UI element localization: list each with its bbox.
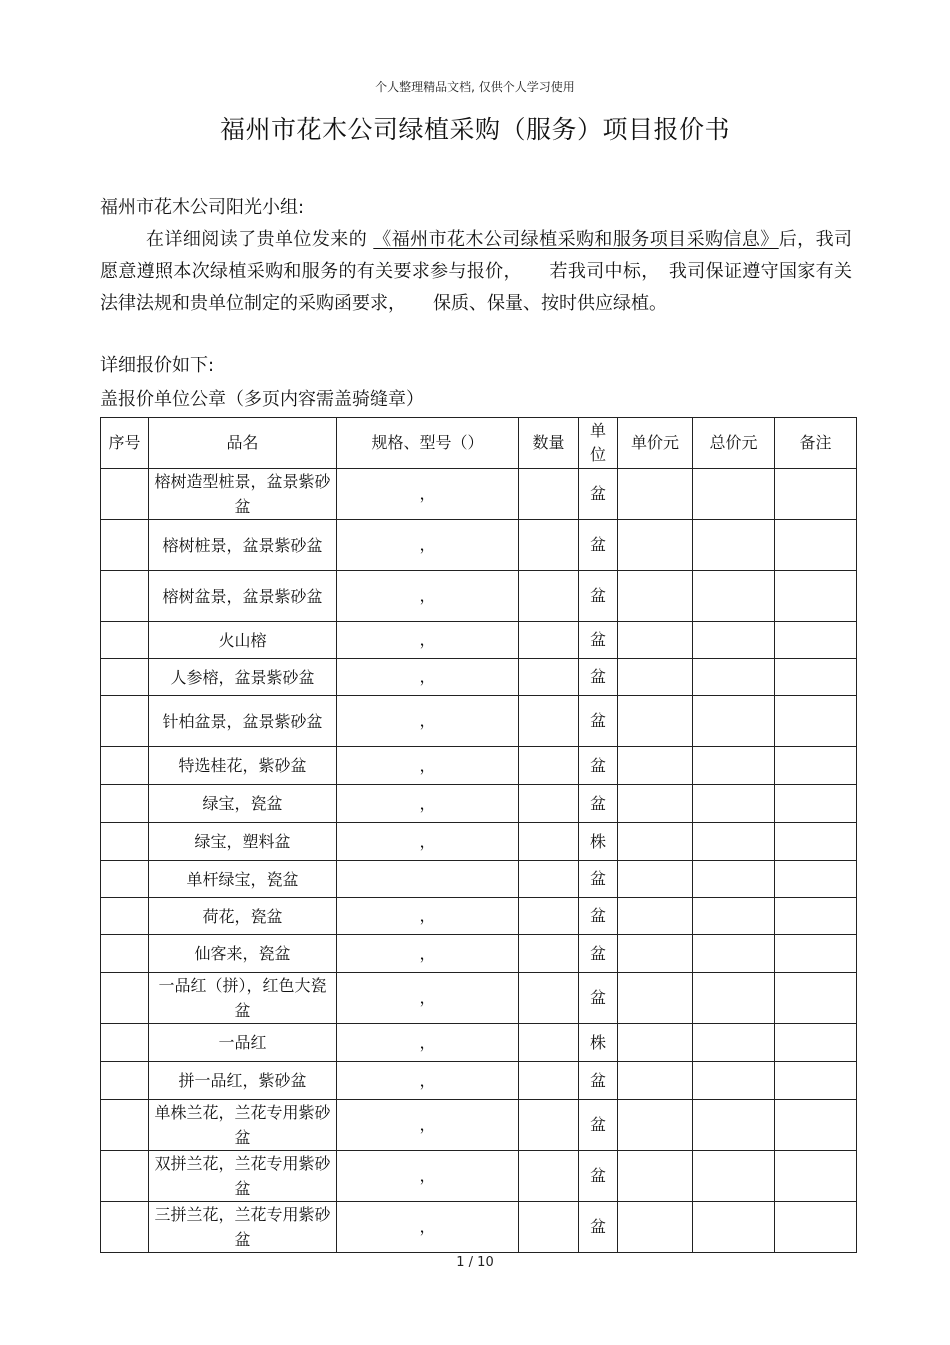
cell-total <box>693 1062 775 1100</box>
cell-total <box>693 696 775 747</box>
cell-unit-price <box>618 1151 693 1202</box>
intro-part2: 后，我司愿意遵照本次绿植采购和服务的有关要求参与报价， 若我司中标， 我司保证遵守国家有关法律法规和贵单位制定的采购函要求， 保质、保量、按时供应绿植。 <box>100 229 853 314</box>
cell-qty <box>519 1024 579 1062</box>
cell-name: 人参榕，盆景紫砂盆 <box>149 659 337 696</box>
cell-name: 火山榕 <box>149 622 337 659</box>
cell-name: 榕树造型桩景，盆景紫砂盆 <box>149 469 337 520</box>
cell-unit: 盆 <box>579 785 618 823</box>
table-header-row <box>101 418 857 469</box>
table-row <box>101 898 857 935</box>
cell-name: 特选桂花，紫砂盆 <box>149 747 337 785</box>
cell-unit: 盆 <box>579 861 618 898</box>
cell-unit-price <box>618 1062 693 1100</box>
cell-seq <box>101 1100 149 1151</box>
cell-unit-price <box>618 747 693 785</box>
cell-remark <box>775 469 857 520</box>
quote-table <box>100 417 857 1253</box>
cell-spec <box>337 861 519 898</box>
table-row <box>101 785 857 823</box>
cell-total <box>693 520 775 571</box>
cell-unit: 株 <box>579 823 618 861</box>
cell-unit: 盆 <box>579 520 618 571</box>
cell-unit: 盆 <box>579 1151 618 1202</box>
cell-remark <box>775 1024 857 1062</box>
cell-qty <box>519 823 579 861</box>
cell-spec: ， <box>337 1062 519 1100</box>
cell-qty <box>519 861 579 898</box>
table-row <box>101 1062 857 1100</box>
cell-total <box>693 659 775 696</box>
watermark-note: 个人整理精品文档, 仅供个人学习使用 <box>375 80 575 94</box>
cell-name: 一品红 <box>149 1024 337 1062</box>
page-number: 1 / 10 <box>456 1255 494 1270</box>
salutation: 福州市花木公司阳光小组: <box>100 197 305 218</box>
cell-total <box>693 469 775 520</box>
cell-spec: ， <box>337 571 519 622</box>
cell-spec: ， <box>337 659 519 696</box>
cell-unit: 盆 <box>579 659 618 696</box>
table-row <box>101 935 857 973</box>
cell-total <box>693 973 775 1024</box>
cell-seq <box>101 861 149 898</box>
cell-unit-price <box>618 571 693 622</box>
cell-unit: 盆 <box>579 1062 618 1100</box>
cell-seq <box>101 622 149 659</box>
cell-seq <box>101 520 149 571</box>
cell-name: 三拼兰花，兰花专用紫砂盆 <box>149 1202 337 1253</box>
table-row <box>101 973 857 1024</box>
cell-spec: ， <box>337 747 519 785</box>
cell-seq <box>101 1202 149 1253</box>
cell-unit: 盆 <box>579 898 618 935</box>
cell-unit-price <box>618 785 693 823</box>
cell-unit-price <box>618 1100 693 1151</box>
cell-qty <box>519 1151 579 1202</box>
cell-unit-price <box>618 659 693 696</box>
table-row <box>101 1024 857 1062</box>
cell-remark <box>775 898 857 935</box>
cell-remark <box>775 973 857 1024</box>
cell-unit: 盆 <box>579 571 618 622</box>
cell-seq <box>101 747 149 785</box>
cell-name: 仙客来，瓷盆 <box>149 935 337 973</box>
cell-unit-price <box>618 696 693 747</box>
cell-total <box>693 785 775 823</box>
cell-spec: ， <box>337 1100 519 1151</box>
cell-unit-price <box>618 823 693 861</box>
cell-name: 一品红（拼），红色大瓷盆 <box>149 973 337 1024</box>
cell-seq <box>101 785 149 823</box>
cell-spec: ， <box>337 1202 519 1253</box>
cell-remark <box>775 696 857 747</box>
cell-qty <box>519 622 579 659</box>
cell-unit: 盆 <box>579 622 618 659</box>
cell-name: 荷花，瓷盆 <box>149 898 337 935</box>
cell-spec: ， <box>337 785 519 823</box>
table-row <box>101 747 857 785</box>
cell-unit: 盆 <box>579 469 618 520</box>
cell-qty <box>519 973 579 1024</box>
cell-seq <box>101 696 149 747</box>
header-total: 总价元 <box>693 418 775 469</box>
cell-total <box>693 1151 775 1202</box>
cell-unit: 盆 <box>579 1202 618 1253</box>
cell-unit: 盆 <box>579 696 618 747</box>
stamp-note: 盖报价单位公章（多页内容需盖骑缝章） <box>100 389 424 410</box>
cell-unit-price <box>618 1202 693 1253</box>
cell-remark <box>775 823 857 861</box>
cell-name: 双拼兰花，兰花专用紫砂盆 <box>149 1151 337 1202</box>
intro-paragraph <box>100 224 852 320</box>
cell-spec: ， <box>337 823 519 861</box>
cell-seq <box>101 823 149 861</box>
cell-total <box>693 935 775 973</box>
cell-unit: 盆 <box>579 973 618 1024</box>
page-title: 福州市花木公司绿植采购（服务）项目报价书 <box>219 115 730 144</box>
cell-spec: ， <box>337 1151 519 1202</box>
cell-seq <box>101 469 149 520</box>
cell-unit-price <box>618 520 693 571</box>
table-row <box>101 571 857 622</box>
cell-total <box>693 1202 775 1253</box>
table-row <box>101 1151 857 1202</box>
cell-unit-price <box>618 1024 693 1062</box>
cell-seq <box>101 659 149 696</box>
cell-unit: 株 <box>579 1024 618 1062</box>
cell-qty <box>519 696 579 747</box>
cell-name: 榕树盆景，盆景紫砂盆 <box>149 571 337 622</box>
table-row <box>101 696 857 747</box>
cell-remark <box>775 935 857 973</box>
cell-total <box>693 1100 775 1151</box>
cell-unit-price <box>618 469 693 520</box>
cell-unit-price <box>618 973 693 1024</box>
cell-qty <box>519 747 579 785</box>
cell-qty <box>519 1202 579 1253</box>
cell-spec: ， <box>337 696 519 747</box>
cell-name: 拼一品红，紫砂盆 <box>149 1062 337 1100</box>
cell-unit-price <box>618 622 693 659</box>
header-remark: 备注 <box>775 418 857 469</box>
cell-seq <box>101 1151 149 1202</box>
cell-remark <box>775 1151 857 1202</box>
table-row <box>101 469 857 520</box>
table-row <box>101 823 857 861</box>
cell-unit-price <box>618 935 693 973</box>
cell-remark <box>775 1202 857 1253</box>
detail-label: 详细报价如下: <box>100 355 215 376</box>
cell-total <box>693 823 775 861</box>
cell-seq <box>101 898 149 935</box>
cell-remark <box>775 659 857 696</box>
cell-unit-price <box>618 898 693 935</box>
table-row <box>101 861 857 898</box>
cell-unit-price <box>618 861 693 898</box>
intro-doc-name: 《福州市花木公司绿植采购和服务项目采购信息》 <box>373 229 779 250</box>
cell-total <box>693 571 775 622</box>
cell-seq <box>101 571 149 622</box>
cell-name: 针柏盆景，盆景紫砂盆 <box>149 696 337 747</box>
cell-qty <box>519 898 579 935</box>
cell-qty <box>519 659 579 696</box>
cell-remark <box>775 520 857 571</box>
cell-name: 单株兰花，兰花专用紫砂盆 <box>149 1100 337 1151</box>
cell-spec: ， <box>337 973 519 1024</box>
cell-spec: ， <box>337 622 519 659</box>
cell-seq <box>101 935 149 973</box>
header-unit-price: 单价元 <box>618 418 693 469</box>
cell-remark <box>775 622 857 659</box>
cell-total <box>693 747 775 785</box>
cell-remark <box>775 785 857 823</box>
cell-remark <box>775 1100 857 1151</box>
cell-qty <box>519 1100 579 1151</box>
cell-seq <box>101 1062 149 1100</box>
table-row <box>101 659 857 696</box>
cell-name: 单杆绿宝，瓷盆 <box>149 861 337 898</box>
cell-spec: ， <box>337 1024 519 1062</box>
header-qty: 数量 <box>519 418 579 469</box>
cell-unit: 盆 <box>579 935 618 973</box>
cell-total <box>693 898 775 935</box>
intro-part1: 在详细阅读了贵单位发来的 <box>146 229 374 250</box>
table-row <box>101 1100 857 1151</box>
cell-remark <box>775 861 857 898</box>
cell-name: 绿宝，塑料盆 <box>149 823 337 861</box>
cell-seq <box>101 973 149 1024</box>
cell-qty <box>519 469 579 520</box>
header-unit: 单位 <box>579 418 618 469</box>
table-row <box>101 520 857 571</box>
cell-qty <box>519 571 579 622</box>
cell-spec: ， <box>337 898 519 935</box>
cell-unit: 盆 <box>579 1100 618 1151</box>
cell-total <box>693 861 775 898</box>
table-row <box>101 1202 857 1253</box>
cell-spec: ， <box>337 935 519 973</box>
header-seq: 序号 <box>101 418 149 469</box>
cell-remark <box>775 571 857 622</box>
cell-total <box>693 1024 775 1062</box>
cell-qty <box>519 935 579 973</box>
cell-spec: ， <box>337 469 519 520</box>
cell-seq <box>101 1024 149 1062</box>
cell-unit: 盆 <box>579 747 618 785</box>
cell-spec: ， <box>337 520 519 571</box>
header-spec: 规格、型号（） <box>337 418 519 469</box>
cell-remark <box>775 747 857 785</box>
cell-qty <box>519 1062 579 1100</box>
cell-name: 绿宝，瓷盆 <box>149 785 337 823</box>
cell-total <box>693 622 775 659</box>
cell-qty <box>519 785 579 823</box>
cell-qty <box>519 520 579 571</box>
table-row <box>101 622 857 659</box>
header-name: 品名 <box>149 418 337 469</box>
cell-name: 榕树桩景，盆景紫砂盆 <box>149 520 337 571</box>
cell-remark <box>775 1062 857 1100</box>
